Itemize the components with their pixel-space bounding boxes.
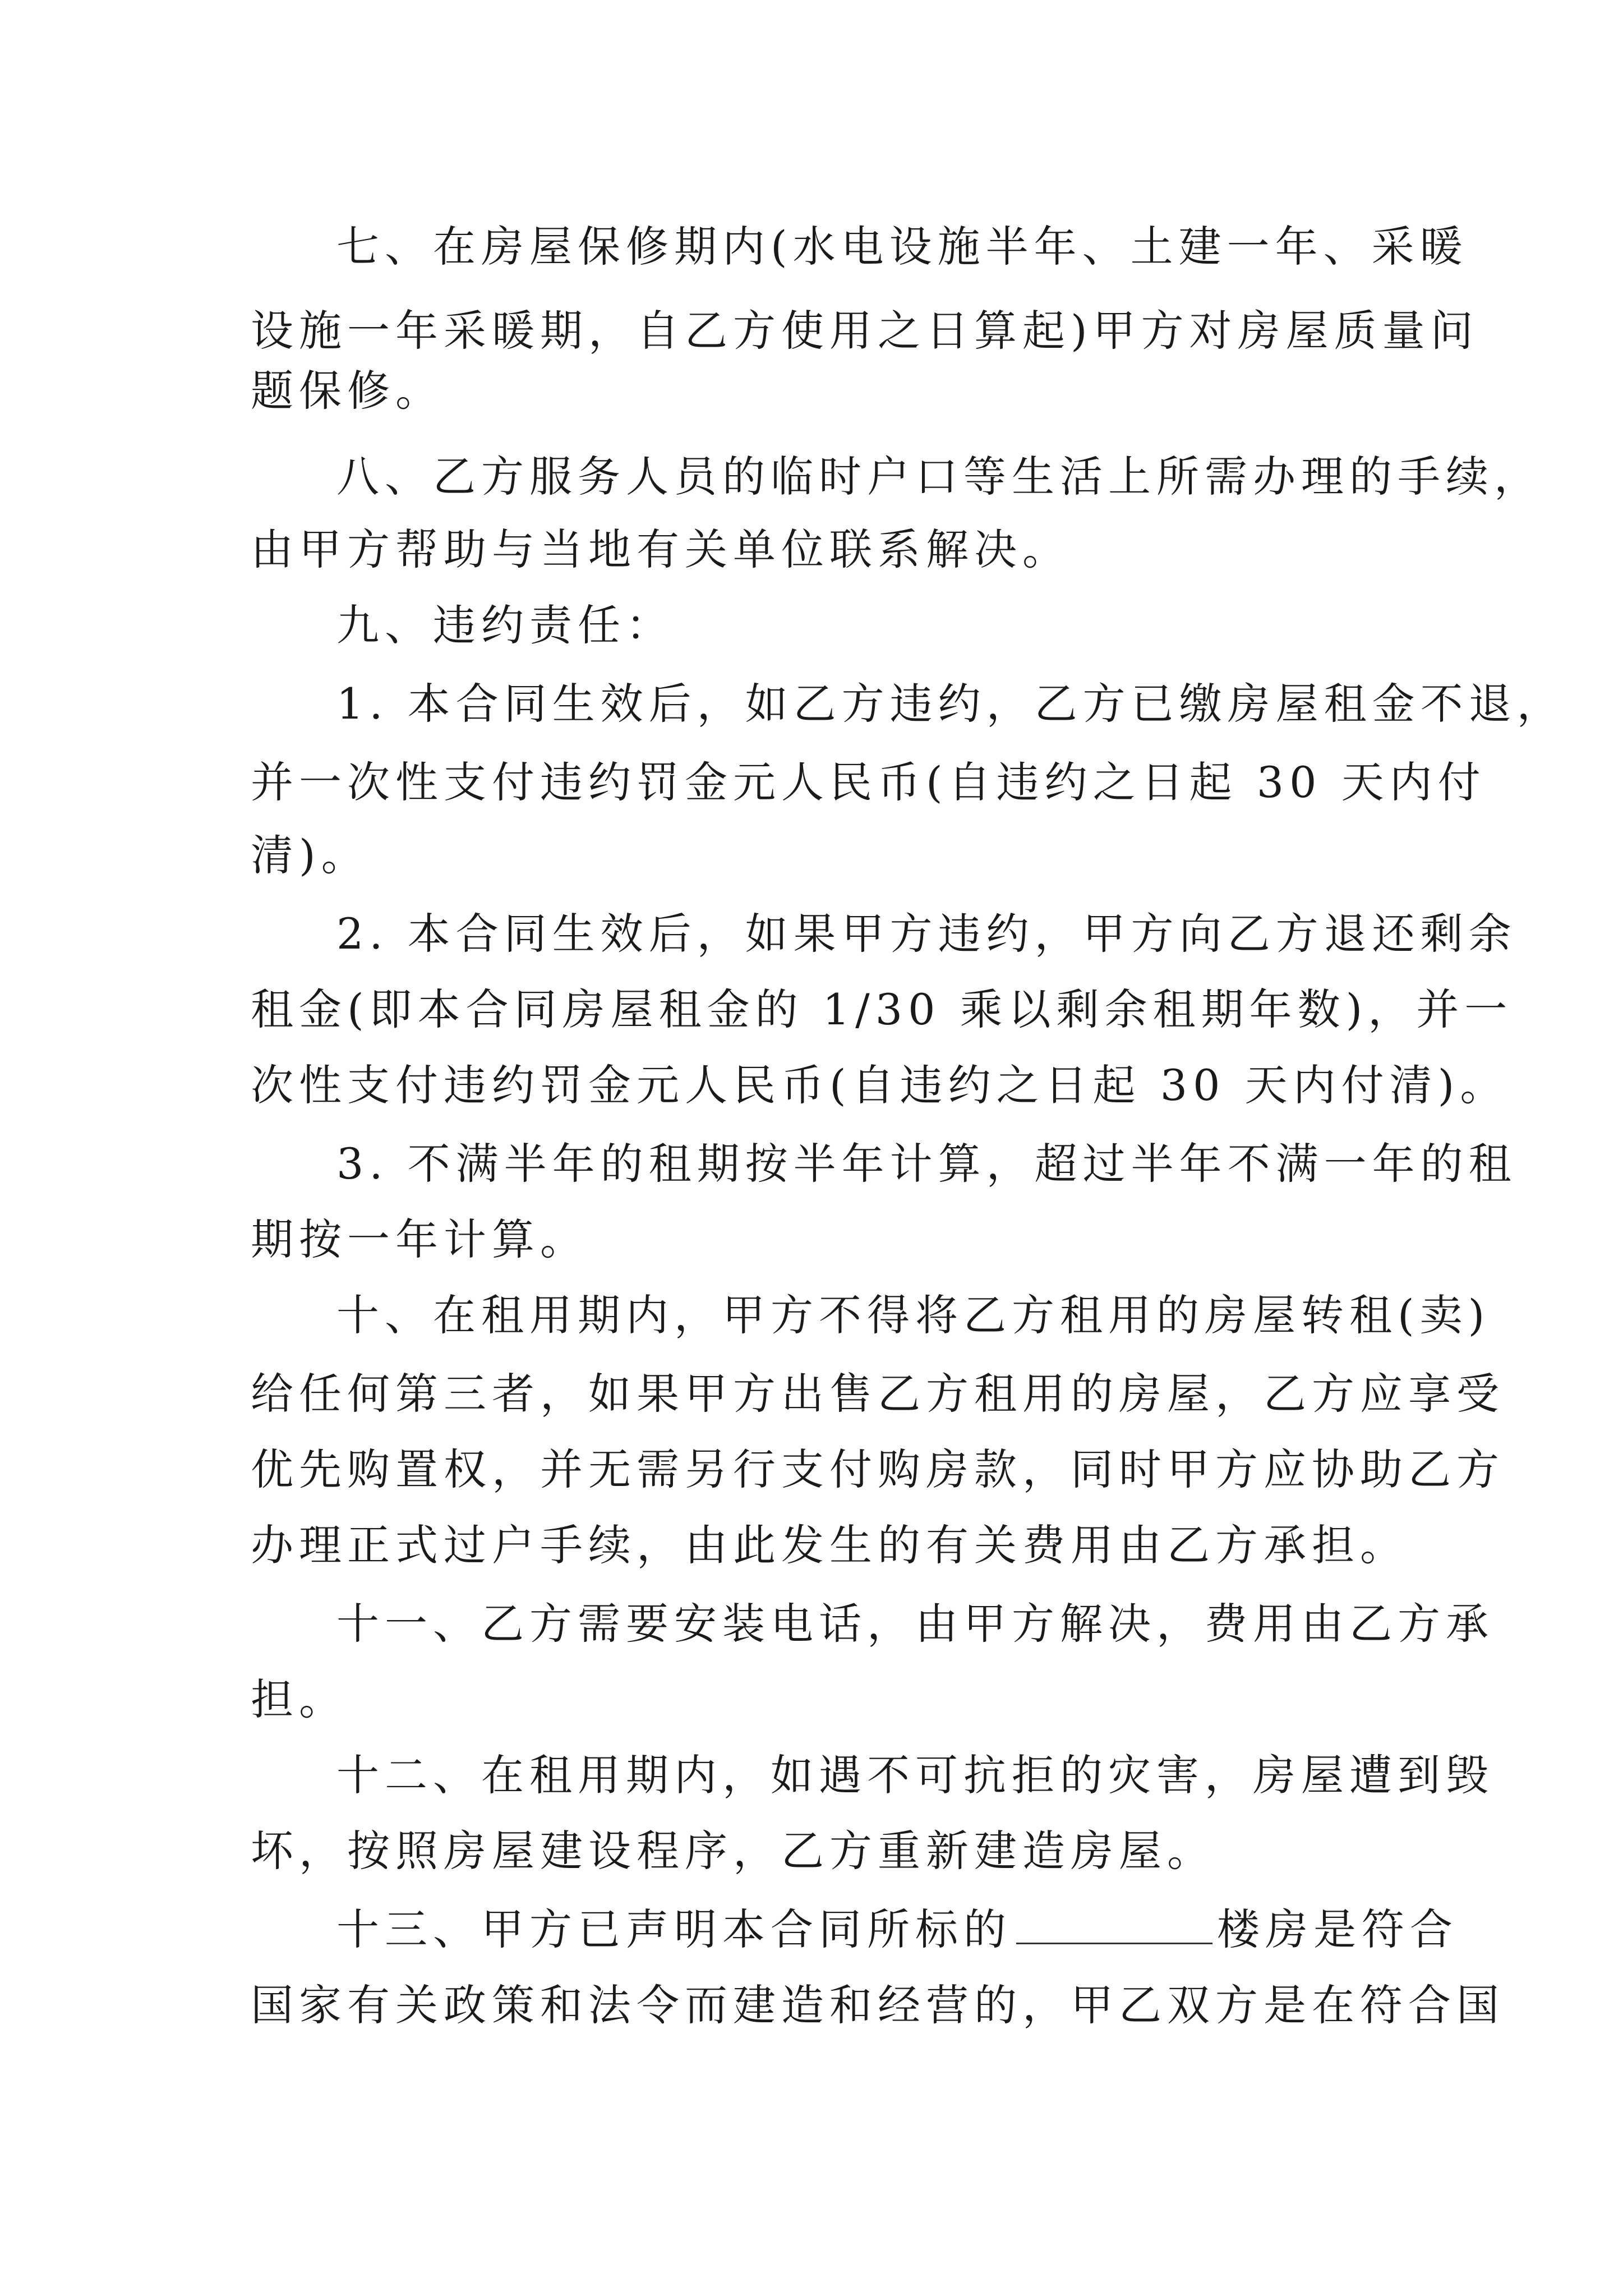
fill-in-blank (1016, 1903, 1212, 1944)
paragraph-13-text-before-blank: 十三、甲方已声明本合同所标的 (336, 1904, 1012, 1954)
paragraph-11-line-1: 十一、乙方需要安装电话，由甲方解决，费用由乙方承 (336, 1599, 1494, 1649)
clause-9-1-line-1: 1. 本合同生效后，如乙方违约，乙方已缴房屋租金不退， (336, 679, 1565, 729)
paragraph-13-text-after-blank: 楼房是符合 (1217, 1904, 1458, 1954)
paragraph-10-line-2: 给任何第三者，如果甲方出售乙方租用的房屋，乙方应享受 (251, 1369, 1505, 1419)
paragraph-7-line-2: 设施一年采暖期，自乙方使用之日算起)甲方对房屋质量问 (251, 306, 1479, 356)
paragraph-10-line-4: 办理正式过户手续，由此发生的有关费用由乙方承担。 (251, 1520, 1408, 1570)
paragraph-7-line-3: 题保修。 (251, 366, 444, 416)
paragraph-11-line-2: 担。 (251, 1674, 347, 1724)
clause-9-3-line-2: 期按一年计算。 (251, 1214, 588, 1264)
clause-9-2-line-2: 租金(即本合同房屋租金的 1/30 乘以剩余租期年数)，并一 (251, 984, 1513, 1034)
paragraph-13-line-2: 国家有关政策和法令而建造和经营的，甲乙双方是在符合国 (251, 1980, 1505, 2030)
clause-9-1-line-2: 并一次性支付违约罚金元人民币(自违约之日起 30 天内付 (251, 757, 1486, 807)
section-9-heading: 九、违约责任： (336, 600, 674, 650)
clause-9-2-line-1: 2. 本合同生效后，如果甲方违约，甲方向乙方退还剩余 (336, 909, 1517, 959)
paragraph-10-line-1: 十、在租用期内，甲方不得将乙方租用的房屋转租(卖) (336, 1290, 1491, 1340)
paragraph-12-line-2: 坏，按照房屋建设程序，乙方重新建造房屋。 (251, 1826, 1215, 1876)
paragraph-8-line-2: 由甲方帮助与当地有关单位联系解决。 (251, 524, 1071, 574)
paragraph-13-line-1 (0, 1899, 1623, 1961)
paragraph-7-line-1: 七、在房屋保修期内(水电设施半年、土建一年、采暖 (336, 222, 1468, 272)
paragraph-10-line-3: 优先购置权，并无需另行支付购房款，同时甲方应协助乙方 (251, 1444, 1505, 1494)
paragraph-12-line-1: 十二、在租用期内，如遇不可抗拒的灾害，房屋遭到毁 (336, 1750, 1494, 1800)
clause-9-1-line-3: 清)。 (251, 830, 370, 880)
paragraph-8-line-1: 八、乙方服务人员的临时户口等生活上所需办理的手续， (336, 452, 1542, 501)
clause-9-3-line-1: 3. 不满半年的租期按半年计算，超过半年不满一年的租 (336, 1139, 1517, 1189)
clause-9-2-line-3: 次性支付违约罚金元人民币(自违约之日起 30 天内付清)。 (251, 1060, 1509, 1110)
